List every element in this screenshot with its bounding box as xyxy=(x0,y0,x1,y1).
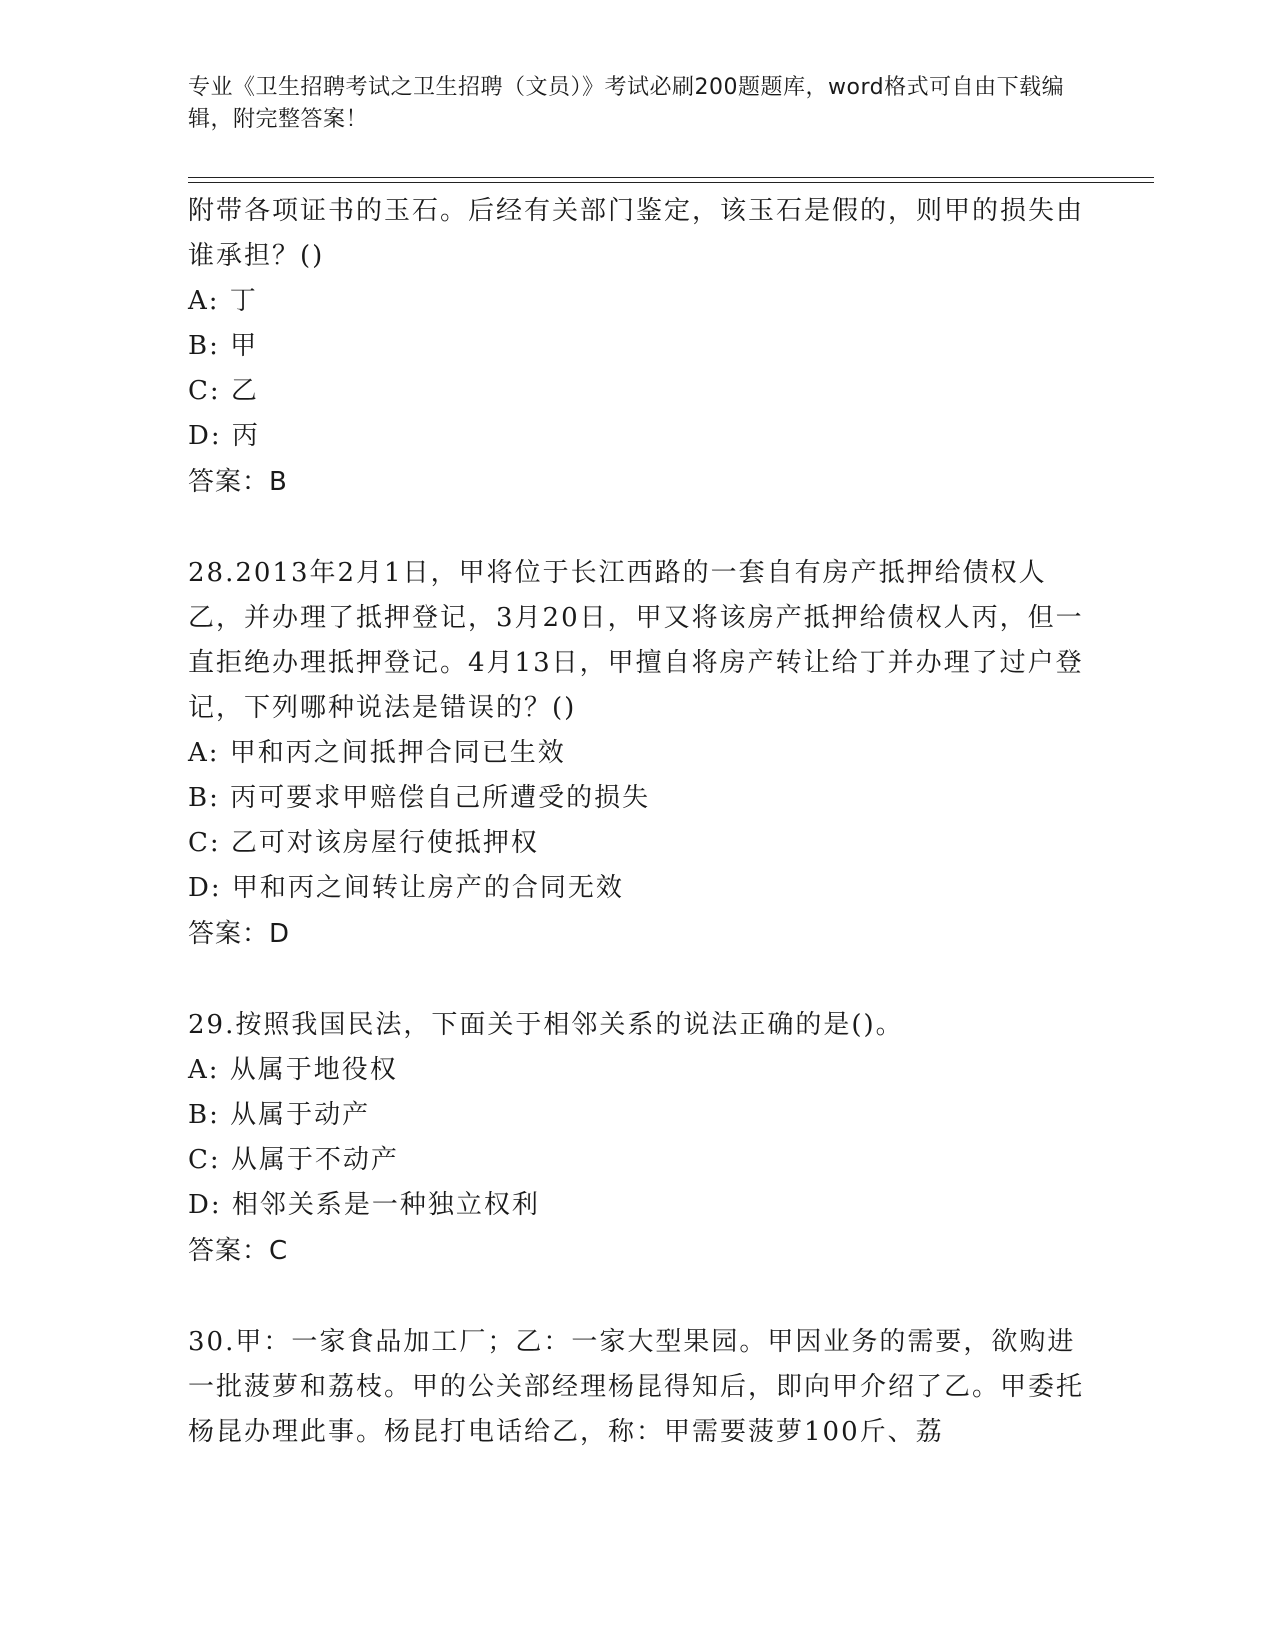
header-rule-bottom xyxy=(188,182,1154,183)
answer-line: 答案：C xyxy=(188,1236,289,1266)
option-b: B: 从属于动产 xyxy=(188,1100,371,1130)
question-stem: 附带各项证书的玉石。后经有关部门鉴定，该玉石是假的，则甲的损失由谁承担？() xyxy=(188,196,1085,271)
question-stem: 29.按照我国民法，下面关于相邻关系的说法正确的是()。 xyxy=(188,1010,904,1040)
header-title: 专业《卫生招聘考试之卫生招聘（文员）》考试必刷200题题库，word格式可自由下载编辑，附完整答案！ xyxy=(188,75,1065,132)
question-stem: 28.2013年2月1日，甲将位于长江西路的一套自有房产抵押给债权人乙，并办理了抵押登记，3月20日，甲又将该房产抵押给债权人丙，但一直拒绝办理抵押登记。4月13日，甲擅自将房产转让给丁并办理了过户登记，下列哪种说法是错误的？() xyxy=(188,558,1084,723)
question-27 xyxy=(188,189,1088,505)
question-30 xyxy=(188,1320,1088,1455)
option-a: A: 丁 xyxy=(188,286,258,316)
answer-line: 答案：D xyxy=(188,919,291,949)
option-d: D: 相邻关系是一种独立权利 xyxy=(188,1190,540,1220)
option-c: C: 乙可对该房屋行使抵押权 xyxy=(188,828,539,858)
question-stem: 30.甲：一家食品加工厂；乙：一家大型果园。甲因业务的需要，欲购进一批菠萝和荔枝。甲的公关部经理杨昆得知后，即向甲介绍了乙。甲委托杨昆办理此事。杨昆打电话给乙，称：甲需要菠萝100斤、荔 xyxy=(188,1327,1085,1447)
option-b: B: 甲 xyxy=(188,331,259,361)
option-c: C: 乙 xyxy=(188,376,259,406)
spacer xyxy=(188,1274,1088,1320)
document-body xyxy=(188,189,1088,1455)
option-a: A: 从属于地役权 xyxy=(188,1055,398,1085)
option-b: B: 丙可要求甲赔偿自己所遭受的损失 xyxy=(188,783,651,813)
document-header xyxy=(188,72,1068,136)
spacer xyxy=(188,505,1088,551)
spacer xyxy=(188,957,1088,1003)
option-c: C: 从属于不动产 xyxy=(188,1145,399,1175)
option-d: D: 甲和丙之间转让房产的合同无效 xyxy=(188,873,624,903)
header-rule-top xyxy=(188,177,1154,178)
answer-line: 答案：B xyxy=(188,467,288,497)
option-d: D: 丙 xyxy=(188,421,260,451)
option-a: A: 甲和丙之间抵押合同已生效 xyxy=(188,738,566,768)
question-29 xyxy=(188,1003,1088,1274)
question-28 xyxy=(188,551,1088,957)
